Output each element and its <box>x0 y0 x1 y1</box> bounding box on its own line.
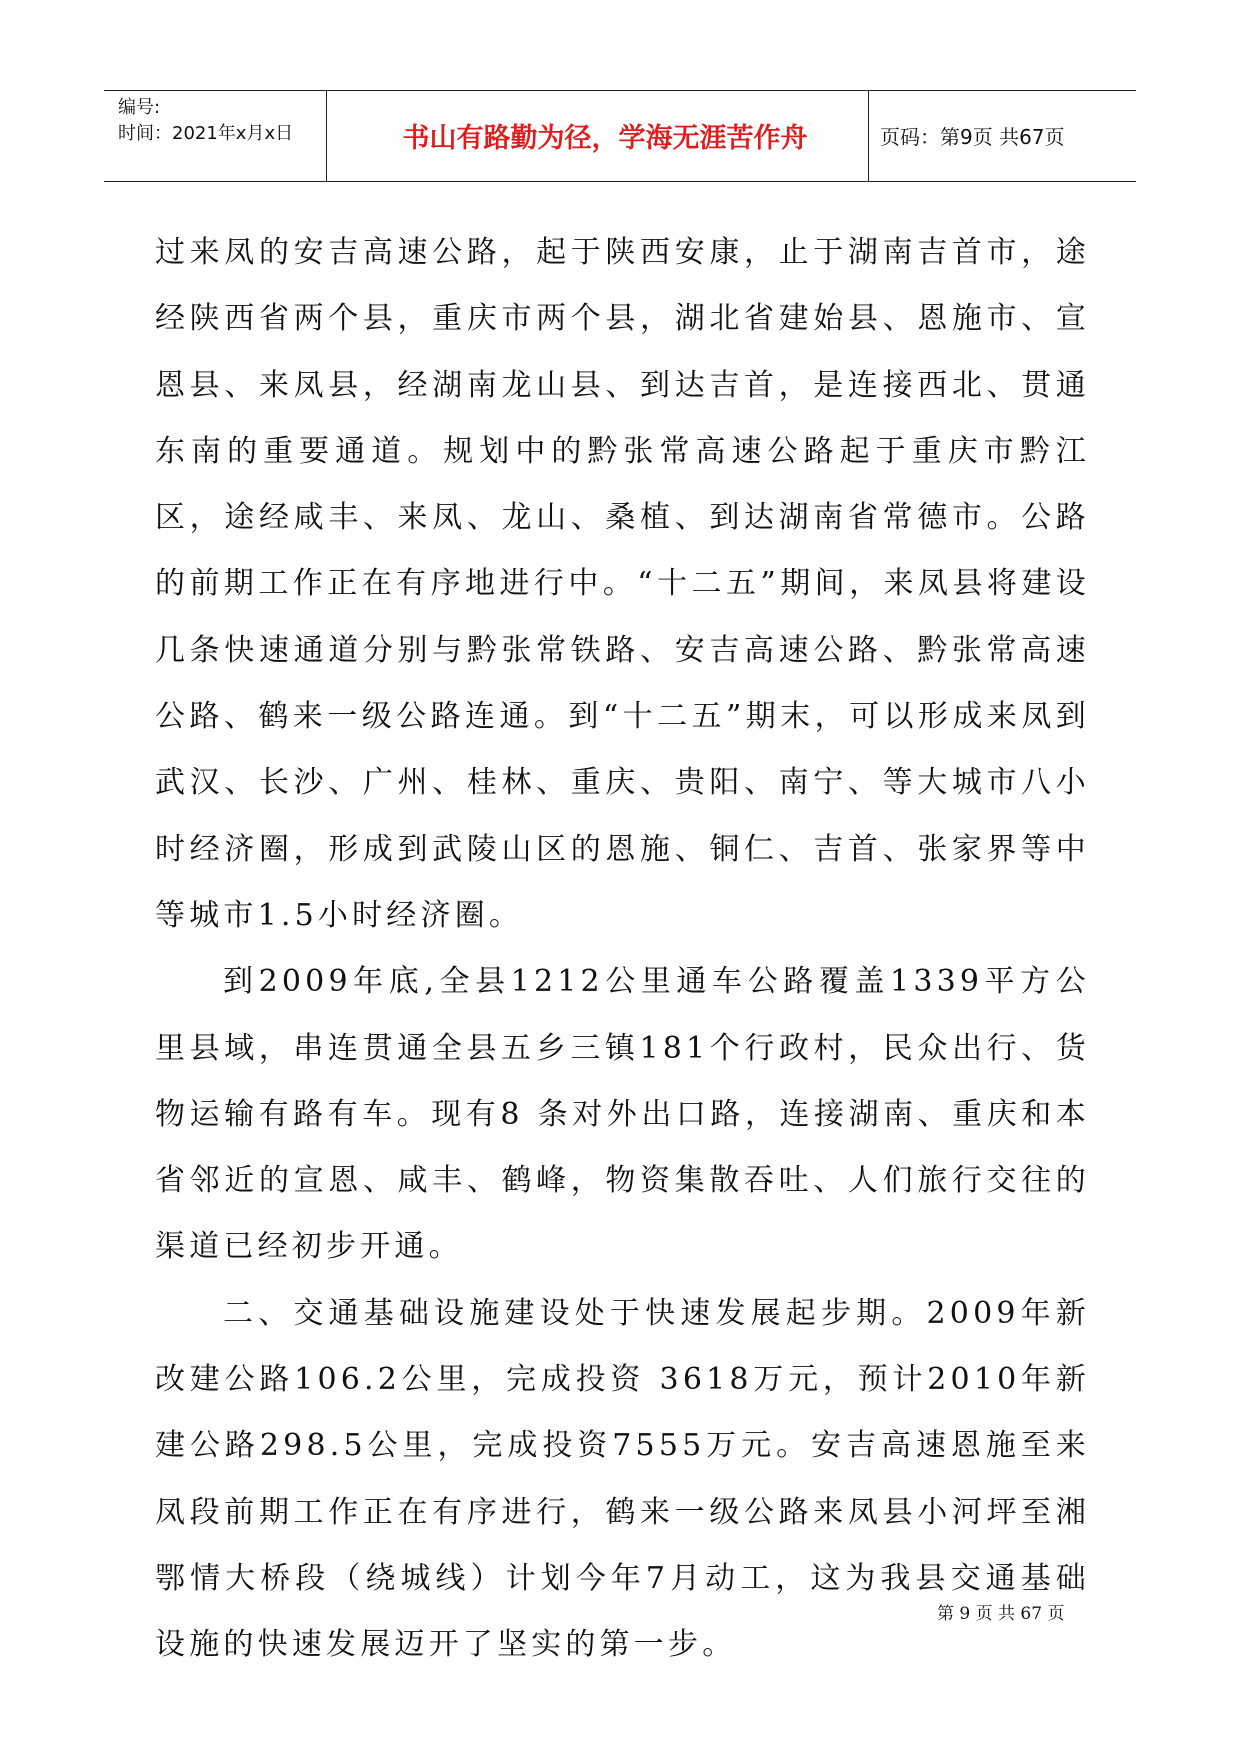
paragraph: 过来凤的安吉高速公路，起于陕西安康，止于湖南吉首市，途经陕西省两个县，重庆市两个县，湖北省建始县、恩施市、宣恩县、来凤县，经湖南龙山县、到达吉首，是连接西北、贯通东南的重要通道。规划中的黔张常高速公路起于重庆市黔江区，途经咸丰、来凤、龙山、桑植、到达湖南省常德市。公路的前期工作正在有序地进行中。“十二五”期间，来凤县将建设几条快速通道分别与黔张常铁路、安吉高速公路、黔张常高速公路、鹤来一级公路连通。到“十二五”期末，可以形成来凤到武汉、长沙、广州、桂林、重庆、贵阳、南宁、等大城市八小时经济圈，形成到武陵山区的恩施、铜仁、吉首、张家界等中等城市1.5小时经济圈。 <box>155 235 1090 933</box>
page-footer-number: 第 9 页 共 67 页 <box>937 1604 1065 1624</box>
document-body <box>155 220 1090 1679</box>
header-divider-left <box>326 91 327 181</box>
paragraph: 到2009年底,全县1212公里通车公路覆盖1339平方公里县域，串连贯通全县五乡三镇181个行政村，民众出行、货物运输有路有车。现有8 条对外出口路，连接湖南、重庆和本省邻近的宣恩、咸丰、鹤峰，物资集散吞吐、人们旅行交往的渠道已经初步开通。 <box>155 964 1090 1265</box>
serial-number-label: 编号: <box>118 97 161 118</box>
header-page-indicator: 页码：第9页 共67页 <box>880 125 1065 149</box>
paragraph: 二、交通基础设施建设处于快速发展起步期。2009年新改建公路106.2公里，完成投资 3618万元，预计2010年新建公路298.5公里，完成投资7555万元。安吉高速恩施至来凤段前期工作正在有序进行，鹤来一级公路来凤县小河坪至湘鄂情大桥段（绕城线）计划今年7月动工，这为我县交通基础设施的快速发展迈开了坚实的第一步。 <box>155 1295 1090 1663</box>
header-motto: 书山有路勤为径，学海无涯苦作舟 <box>402 123 808 154</box>
header-meta <box>118 95 293 147</box>
document-time: 时间：2021年x月x日 <box>118 123 294 144</box>
page-header <box>104 90 1136 182</box>
